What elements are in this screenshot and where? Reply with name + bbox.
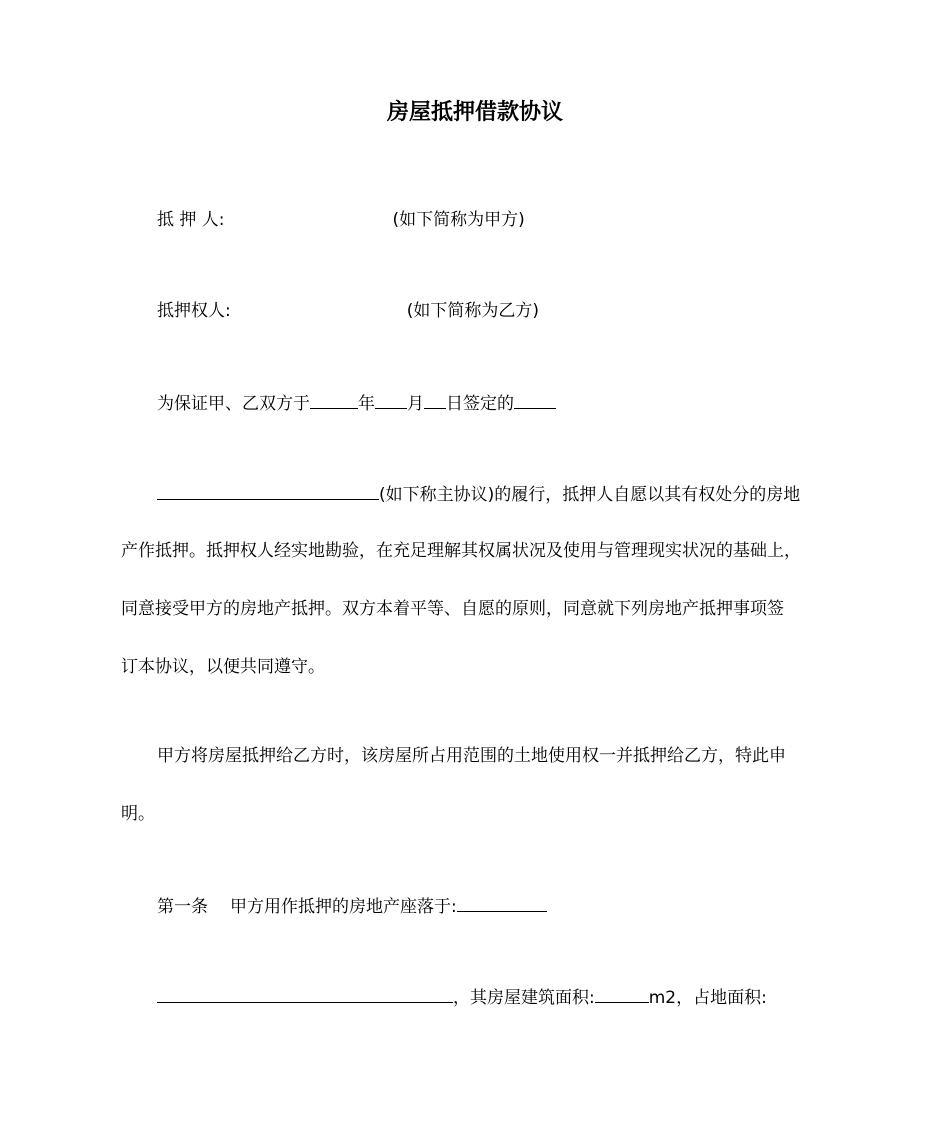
mortgagee-line xyxy=(157,299,539,323)
year-label: 年 xyxy=(358,394,375,414)
body-text-line: 订本协议，以便共同遵守。 xyxy=(121,657,325,677)
mortgagor-alias: (如下简称为甲方) xyxy=(392,210,525,230)
building-area-blank xyxy=(595,984,649,1003)
month-label: 月 xyxy=(407,394,424,414)
month-blank xyxy=(375,390,407,409)
day-signed-label: 日签定的 xyxy=(446,394,514,414)
body-text-line: 甲方将房屋抵押给乙方时，该房屋所占用范围的土地使用权一并抵押给乙方，特此申 xyxy=(157,746,786,766)
article-1-line xyxy=(157,893,547,919)
main-agreement-blank xyxy=(157,481,379,500)
body-text-line: 同意接受甲方的房地产抵押。双方本着平等、自愿的原则，同意就下列房地产抵押事项签 xyxy=(121,599,784,619)
location-continued-blank xyxy=(157,984,453,1003)
year-blank xyxy=(310,390,358,409)
body-text-line: 产作抵押。抵押权人经实地勘验，在充足理解其权属状况及使用与管理现实状况的基础上， xyxy=(121,541,801,561)
agreement-name-blank xyxy=(514,390,556,409)
mortgagor-label: 抵 押 人: xyxy=(157,210,225,230)
mortgagee-alias: (如下简称为乙方) xyxy=(406,301,539,321)
purpose-text: 为保证甲、乙双方于 xyxy=(157,394,310,414)
document-title: 房屋抵押借款协议 xyxy=(386,100,563,125)
location-blank xyxy=(457,893,547,912)
mortgagor-line xyxy=(157,208,525,232)
mortgagee-label: 抵押权人: xyxy=(157,301,231,321)
area-line xyxy=(157,984,767,1010)
main-agreement-line xyxy=(157,481,800,507)
article-1-text: 甲方用作抵押的房地产座落于: xyxy=(230,897,457,917)
land-area-label: m2，占地面积: xyxy=(648,988,767,1008)
building-area-label: ，其房屋建筑面积: xyxy=(453,988,595,1008)
article-1-label: 第一条 xyxy=(157,897,208,917)
main-agreement-text: (如下称主协议)的履行，抵押人自愿以其有权处分的房地 xyxy=(379,485,801,505)
purpose-line xyxy=(157,390,556,416)
day-blank xyxy=(424,390,446,409)
body-text-line: 明。 xyxy=(121,804,155,824)
